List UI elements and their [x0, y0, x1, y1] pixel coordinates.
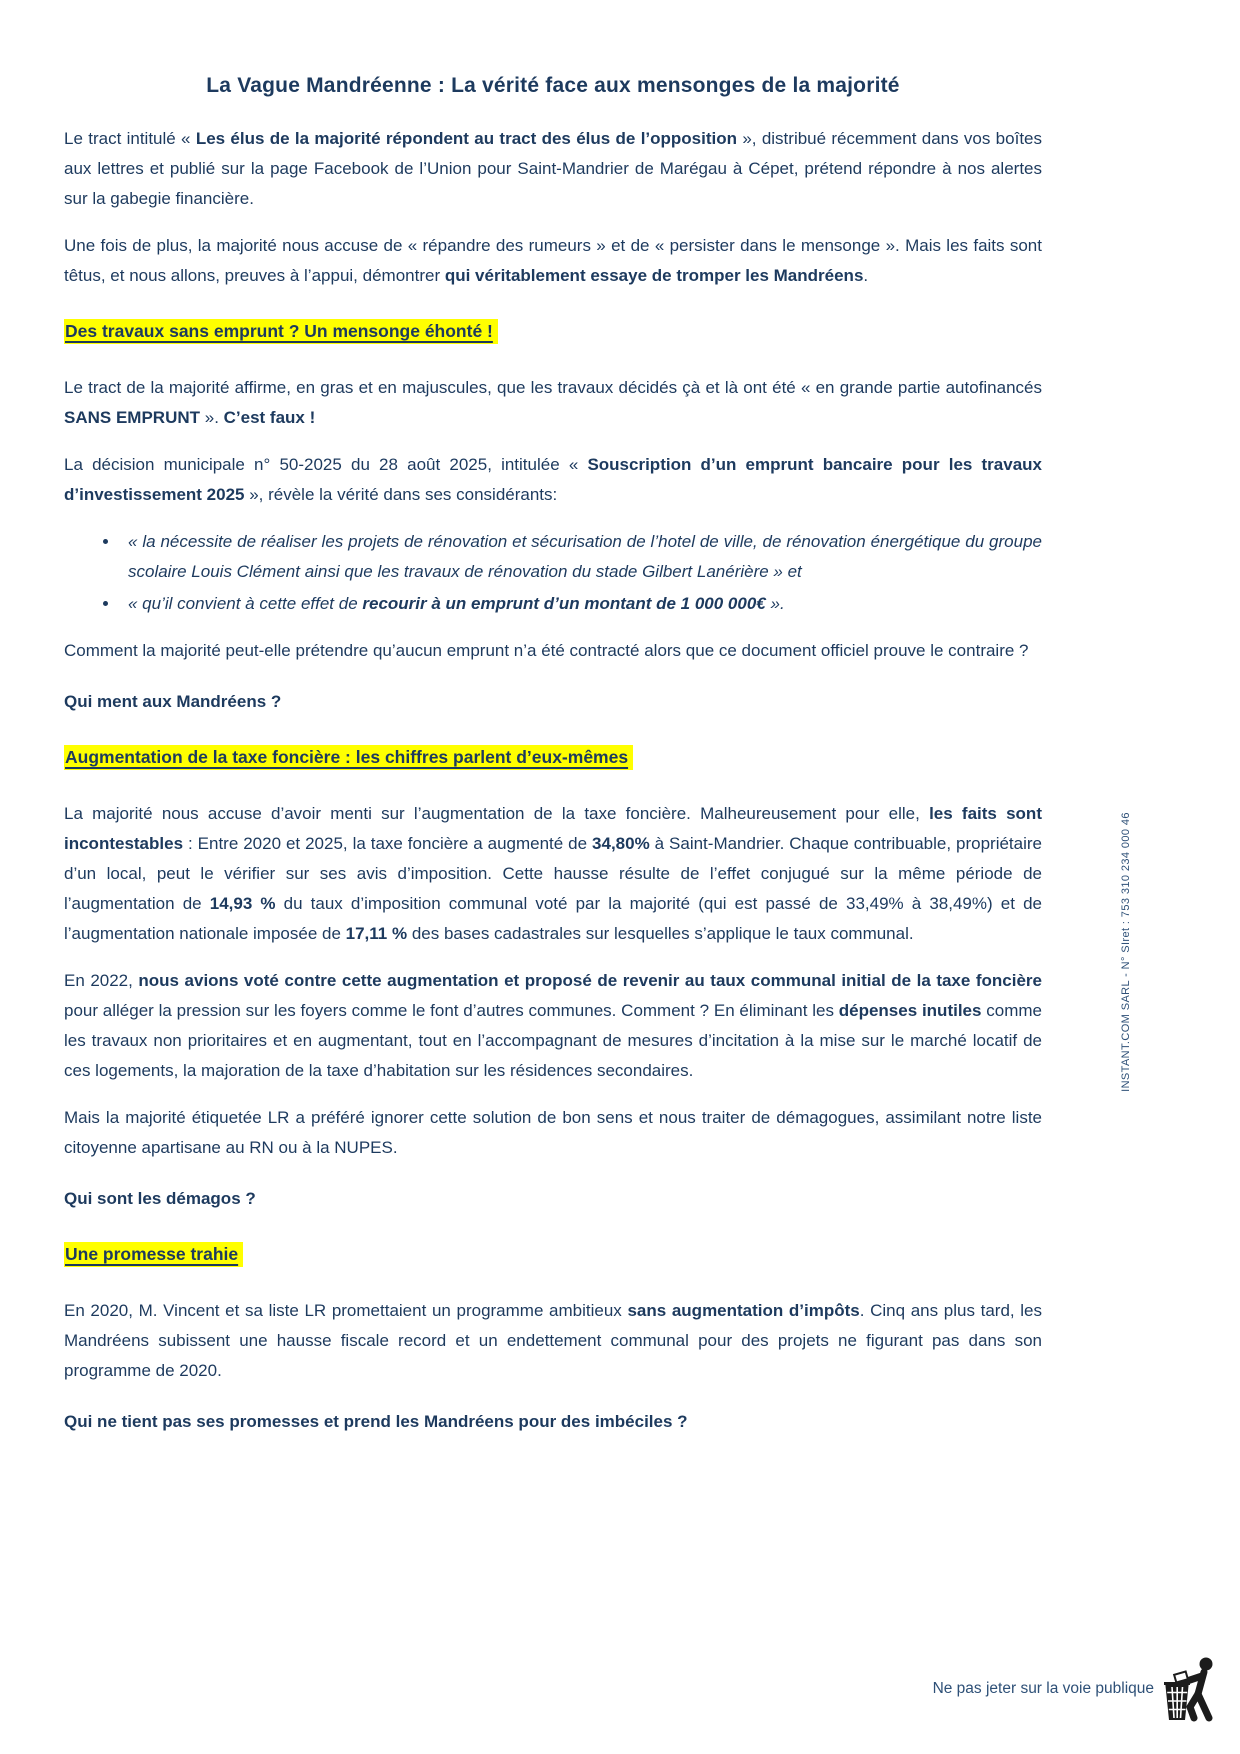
section-heading-promesse	[64, 1238, 1042, 1272]
text-run: La majorité nous accuse d’avoir menti sur l’augmentation de la taxe foncière. Malheureusement pour elle,	[64, 804, 930, 823]
paragraph-comment: Comment la majorité peut-elle prétendre qu’aucun emprunt n’a été contracté alors que ce document officiel prouve le contraire ?	[64, 641, 1029, 660]
text-run: comme les travaux non prioritaires et en augmentant, tout en l’accompagnant de mesures d’incitation à la mise sur le marché locatif de ces logements, la majoration de la taxe d’habitation sur les résidences secondaires.	[64, 1001, 1042, 1080]
question-demagos: Qui sont les démagos ?	[64, 1189, 256, 1208]
paragraph-decision	[64, 450, 1042, 510]
text-run-italic: ».	[765, 594, 785, 613]
text-run-bold: les faits sont incontestables	[64, 804, 1042, 853]
text-run: En 2020, M. Vincent et sa liste LR promettaient un programme ambitieux	[64, 1301, 628, 1320]
text-run: La décision municipale n° 50-2025 du 28 août 2025, intitulée «	[64, 455, 588, 474]
paragraph-2020	[64, 1296, 1042, 1386]
text-run-italic: « la nécessite de réaliser les projets de rénovation et sécurisation de l’hotel de ville, de rénovation énergétique du groupe scolaire Louis Clément ainsi que les travaux de rénovation du stade Gilbert Lanérière » et	[128, 532, 1042, 581]
text-run: Le tract de la majorité affirme, en gras et en majuscules, que les travaux décidés çà et là ont été « en grande partie autofinancés	[64, 378, 1042, 397]
considerants-list	[64, 527, 1042, 619]
text-run: pour alléger la pression sur les foyers comme le font d’autres communes. Comment ? En éliminant les	[64, 1001, 839, 1020]
text-run: des bases cadastrales sur lesquelles s’applique le taux communal.	[407, 924, 914, 943]
text-run-bold: qui véritablement essaye de tromper les Mandréens	[444, 266, 864, 285]
text-run-bold: 14,93 %	[209, 894, 276, 913]
footer-notice: Ne pas jeter sur la voie publique	[932, 1680, 1154, 1697]
text-run: .	[863, 266, 869, 285]
highlighted-heading: Une promesse trahie	[64, 1242, 243, 1267]
intro-paragraph	[64, 124, 1042, 214]
text-run: En 2022,	[64, 971, 139, 990]
text-run: . Cinq ans plus tard, les Mandréens subissent une hausse fiscale record et un endettement communal pour des projets ne figurant pas dans son programme de 2020.	[64, 1301, 1042, 1380]
trash-tidyman-icon	[1164, 1656, 1218, 1722]
siret-side-note: INSTANT.COM SARL - N° SIret : 753 310 234 000 46	[1120, 812, 1132, 1092]
question-promesses: Qui ne tient pas ses promesses et prend les Mandréens pour des imbéciles ?	[64, 1412, 688, 1431]
paragraph-2022	[64, 966, 1042, 1086]
text-run-bold: 17,11 %	[345, 924, 408, 943]
text-run-bold: Souscription d’un emprunt bancaire pour les travaux d’investissement 2025	[64, 455, 1042, 504]
text-run-bold: 34,80%	[592, 834, 650, 853]
text-run-bold: SANS EMPRUNT	[64, 408, 201, 427]
text-run-bold: dépenses inutiles	[838, 1001, 982, 1020]
section-heading-taxe	[64, 741, 1042, 775]
text-run: du taux d’imposition communal voté par la majorité (qui est passé de 33,49% à 38,49%) et de l’augmentation nationale imposée de	[64, 894, 1042, 943]
text-run: Le tract intitulé «	[64, 129, 196, 148]
text-run-bold: sans augmentation d’impôts	[627, 1301, 860, 1320]
footer	[933, 1656, 1218, 1722]
question-qui-ment: Qui ment aux Mandréens ?	[64, 692, 282, 711]
highlighted-heading: Augmentation de la taxe foncière : les chiffres parlent d’eux-mêmes	[64, 745, 633, 770]
text-run: Une fois de plus, la majorité nous accuse de « répandre des rumeurs » et de « persister dans le mensonge ». Mais les faits sont têtus, et nous allons, preuves à l’appui, démontrer	[64, 236, 1042, 285]
highlighted-heading: Des travaux sans emprunt ? Un mensonge éhonté !	[64, 319, 498, 344]
text-run-bold: Les élus de la majorité répondent au tract des élus de l’opposition	[195, 129, 738, 148]
paragraph-taxe	[64, 799, 1042, 949]
text-run: ».	[200, 408, 224, 427]
text-run-bold: C’est faux !	[223, 408, 316, 427]
text-run: à Saint-Mandrier. Chaque contribuable, propriétaire d’un local, peut le vérifier sur ses avis d’imposition. Cette hausse résulte de l’effet conjugué sur la même période de l’augmentation de	[64, 834, 1043, 913]
paragraph-sans-emprunt	[64, 373, 1042, 433]
paragraph-lr: Mais la majorité étiquetée LR a préféré ignorer cette solution de bon sens et nous traiter de démagogues, assimilant notre liste citoyenne apartisane au RN ou à la NUPES.	[64, 1108, 1042, 1157]
document-content	[64, 74, 1042, 1454]
text-run-bold: nous avions voté contre cette augmentation et proposé de revenir au taux communal initial de la taxe foncière	[138, 971, 1043, 990]
text-run: : Entre 2020 et 2025, la taxe foncière a augmenté de	[183, 834, 593, 853]
text-run-bold-italic: recourir à un emprunt d’un montant de 1 000 000€	[362, 594, 766, 613]
list-item	[120, 589, 1042, 619]
page-title: La Vague Mandréenne : La vérité face aux mensonges de la majorité	[206, 74, 900, 97]
accusation-paragraph	[64, 231, 1042, 291]
section-heading-travaux	[64, 315, 1042, 349]
text-run: », révèle la vérité dans ses considérants:	[244, 485, 558, 504]
text-run-italic: « qu’il convient à cette effet de	[128, 594, 363, 613]
text-run: », distribué récemment dans vos boîtes aux lettres et publié sur la page Facebook de l’Union pour Saint-Mandrier de Marégau à Cépet, prétend répondre à nos alertes sur la gabegie financière.	[64, 129, 1042, 208]
list-item	[120, 527, 1042, 587]
